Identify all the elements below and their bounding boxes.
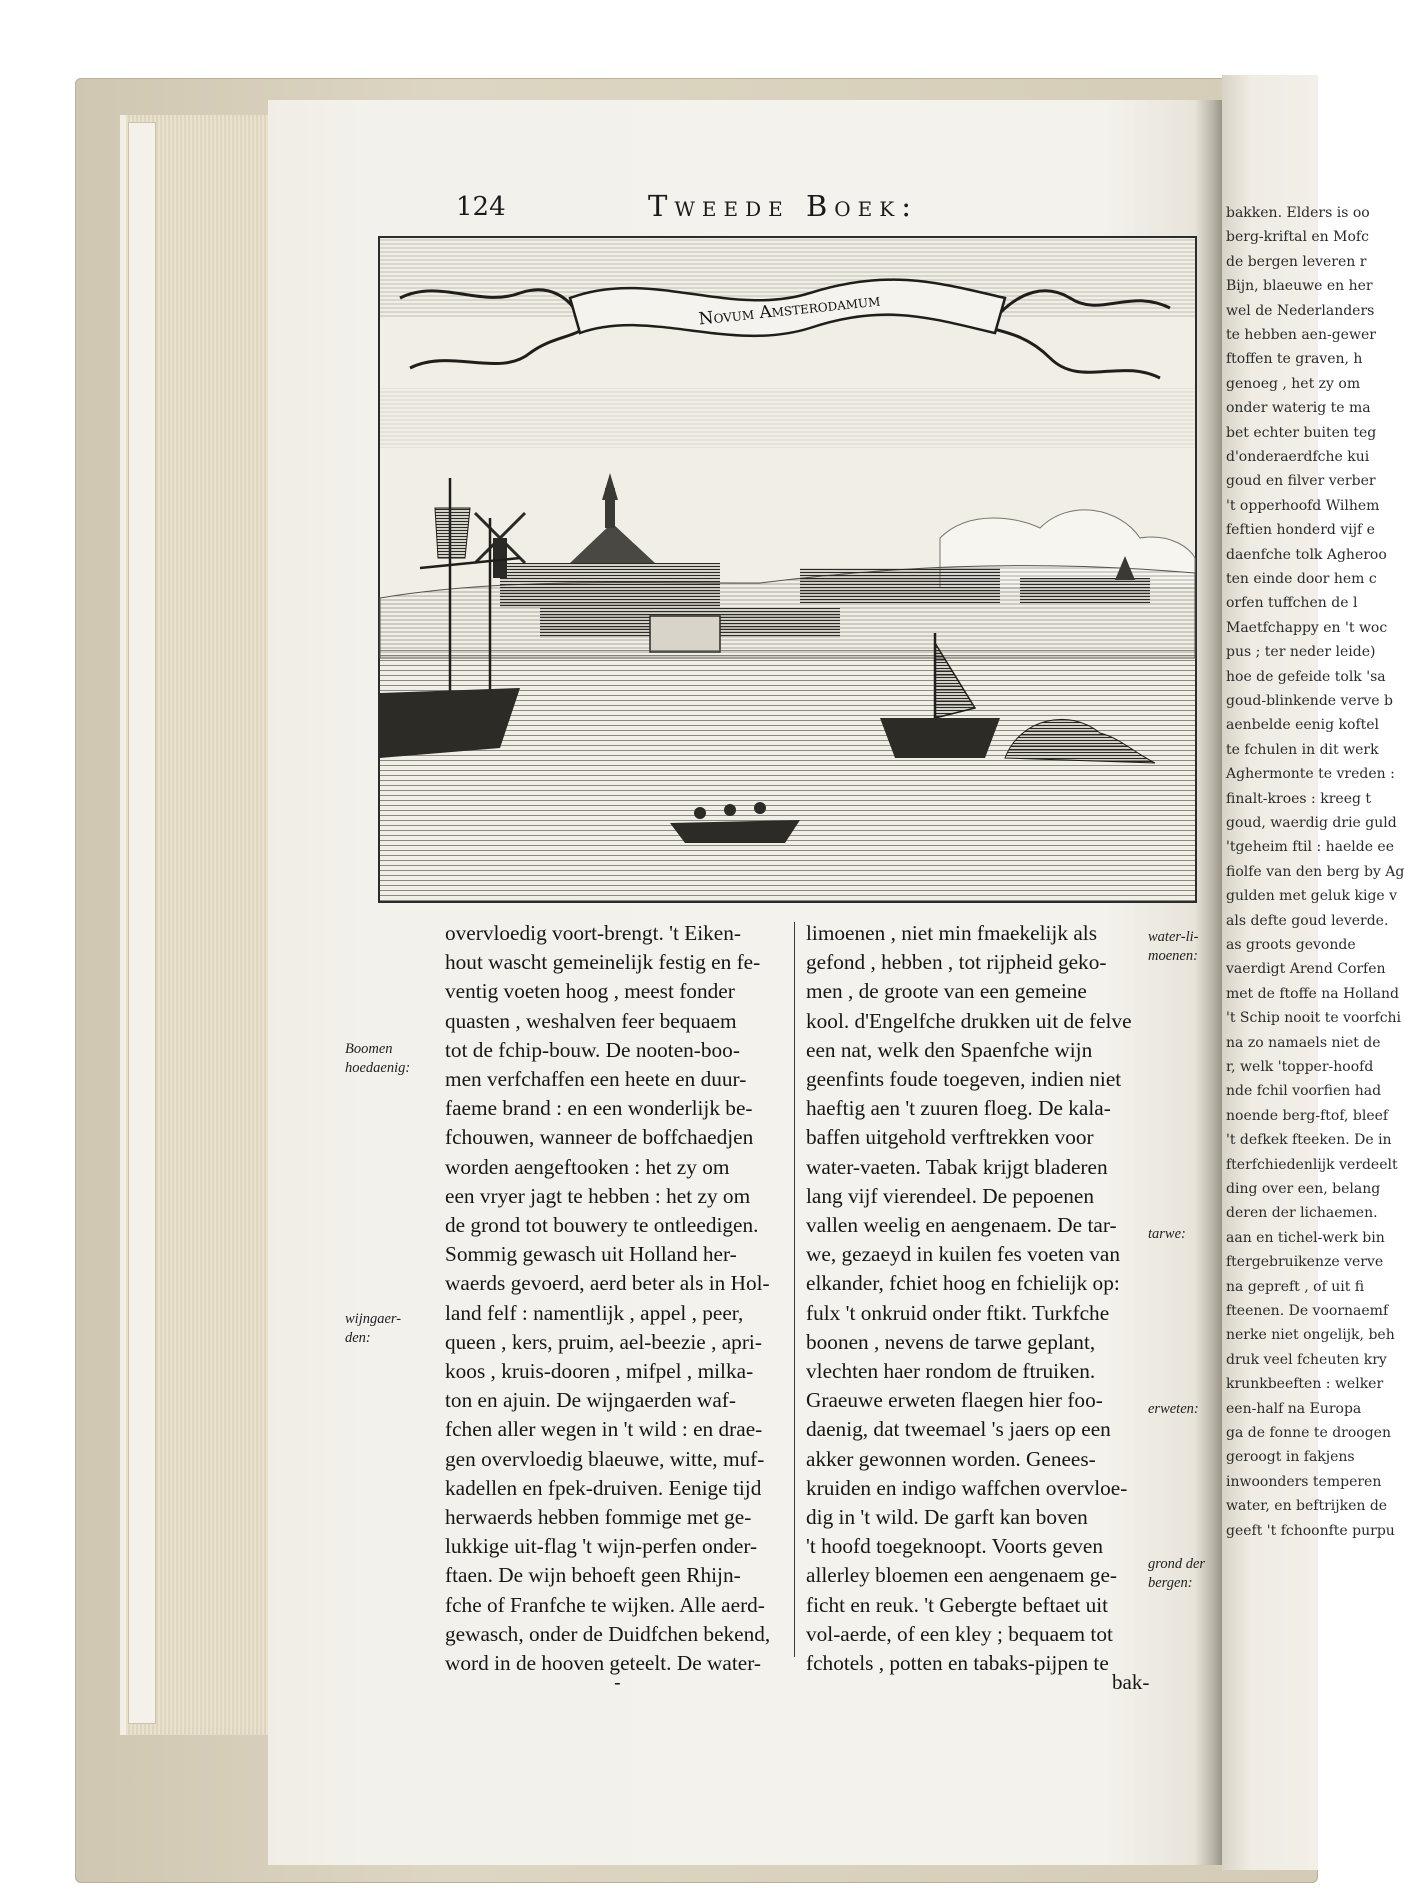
right-column-line: fchotels , potten en tabaks-pijpen te (806, 1651, 1109, 1676)
next-page-line: bakken. Elders is oo (1226, 205, 1370, 221)
next-page-line: deren der lichaemen. (1226, 1205, 1378, 1222)
engraving-plate (378, 236, 1197, 903)
next-page-line: aenbelde eenig koftel (1226, 717, 1380, 734)
next-page-line: met de ftoffe na Holland (1226, 985, 1399, 1002)
left-column-line: fchen aller wegen in 't wild : en drae- (445, 1417, 763, 1442)
next-page-line: hoe de gefeide tolk 'sa (1226, 668, 1386, 685)
next-page-line: genoeg , het zy om (1226, 375, 1361, 392)
ornament-dash: - (614, 1670, 621, 1694)
right-column-line: vallen weelig en aengenaem. De tar- (806, 1213, 1117, 1238)
left-column-line: Sommig gewasch uit Holland her- (445, 1242, 737, 1267)
next-page-line: bet echter buiten teg (1226, 424, 1377, 441)
margin-note-line: bergen: (1148, 1575, 1193, 1591)
right-column-line: dig in 't wild. De garft kan boven (806, 1505, 1088, 1530)
right-column-line: ficht en reuk. 't Gebergte beftaet uit (806, 1592, 1109, 1617)
right-column-line: men , de groote van een gemeine (806, 979, 1087, 1004)
left-column-line: koos , kruis-dooren , mifpel , milka- (445, 1359, 754, 1384)
left-column-line: waerds gevoerd, aerd beter als in Hol- (445, 1271, 770, 1296)
next-page-line: na zo namaels niet de (1226, 1034, 1381, 1051)
flyleaf-edge (128, 122, 156, 1724)
next-page-line: nerke niet ongelijk, beh (1226, 1327, 1395, 1344)
left-column-line: queen , kers, pruim, ael-beezie , apri- (445, 1329, 762, 1354)
next-page-line: krunkbeeften : welker (1226, 1376, 1384, 1393)
next-page-line: ftoffen te graven, h (1226, 351, 1363, 368)
right-column-line: geenfints foude toegeven, indien niet (806, 1067, 1122, 1092)
left-column-line: gen overvloedig blaeuwe, witte, muf- (445, 1446, 765, 1471)
left-column-line: quasten , weshalven feer bequaem (445, 1008, 737, 1033)
right-column-line: fulx 't onkruid onder ftikt. Turkfche (806, 1300, 1110, 1325)
margin-note-line: erweten: (1148, 1401, 1199, 1417)
right-column-line: daenig, dat tweemael 's jaers op een (806, 1417, 1111, 1442)
page-number: 124 (456, 192, 506, 222)
margin-note-line: den: (345, 1330, 371, 1346)
right-column-line: lang vijf vierendeel. De pepoenen (806, 1183, 1094, 1208)
next-page-line: na gepreft , of uit fi (1226, 1278, 1365, 1295)
next-page-line: wel de Nederlanders (1226, 302, 1375, 319)
next-page-line: Maetfchappy en 't woc (1226, 619, 1388, 636)
right-column-line: allerley bloemen een aengenaem ge- (806, 1563, 1117, 1588)
margin-note-grond-der-bergen (1148, 1555, 1205, 1593)
margin-note-line: moenen: (1148, 948, 1198, 964)
next-page-line: nde fchil voorfien had (1226, 1083, 1382, 1100)
left-text-column (445, 919, 780, 1678)
column-rule (794, 922, 795, 1657)
left-column-line: word in de hooven geteelt. De water- (445, 1651, 761, 1676)
left-column-line: men verfchaffen een heete en duur- (445, 1067, 747, 1092)
next-page-line: Bijn, blaeuwe en her (1226, 278, 1373, 295)
next-page-line: geroogt in fakjens (1226, 1449, 1355, 1466)
right-column-line: haeftig aen 't zuuren floeg. De kala- (806, 1096, 1111, 1121)
right-column-line: water-vaeten. Tabak krijgt bladeren (806, 1154, 1108, 1179)
left-column-line: ventig voeten hoog , meest fonder (445, 979, 735, 1004)
right-column-line: limoenen , niet min fmaekelijk als (806, 921, 1097, 945)
margin-note-line: grond der (1148, 1556, 1206, 1572)
left-column-line: worden aengeftooken : het zy om (445, 1154, 730, 1179)
next-page-line: noende berg-ftof, bleef (1226, 1107, 1389, 1124)
next-page-line: as groots gevonde (1226, 937, 1356, 953)
next-page-line: ding over een, belang (1226, 1181, 1381, 1197)
next-page-line: fteenen. De voornaemf (1226, 1303, 1389, 1319)
left-column-line: de grond tot bouwery te ontleedigen. (445, 1213, 759, 1238)
right-column-line: kruiden en indigo waffchen overvloe- (806, 1475, 1128, 1500)
next-page-line: goud, waerdig drie guld (1226, 815, 1397, 831)
margin-note-line: Boomen (345, 1041, 393, 1057)
running-head: Tweede Boek: (648, 189, 918, 223)
left-column-line: herwaerds hebben fommige met ge- (445, 1505, 752, 1530)
right-column-line: 't hoofd toegeknoopt. Voorts geven (806, 1534, 1104, 1559)
next-page-line: de bergen leveren r (1226, 253, 1367, 270)
next-page-line: pus ; ter neder leide) (1226, 644, 1376, 661)
right-column-line: vlechten haer rondom de ftruiken. (806, 1359, 1096, 1384)
banner-title: Novum Amsterodamum (697, 290, 882, 330)
right-column-line: baffen uitgehold verftrekken voor (806, 1125, 1094, 1150)
right-column-line: boonen , nevens de tarwe geplant, (806, 1329, 1096, 1354)
engraving-illustration (380, 238, 1195, 901)
next-page-line: 't Schip nooit te voorfchi (1226, 1010, 1402, 1027)
left-column-line: gewasch, onder de Duidfchen bekend, (445, 1621, 771, 1646)
margin-note-erweten (1148, 1400, 1199, 1419)
next-page-line: berg-kriftal en Mofc (1226, 229, 1369, 246)
next-page-line: druk veel fcheuten kry (1226, 1351, 1387, 1368)
next-page-line: aan en tichel-werk bin (1226, 1229, 1385, 1246)
catchword: bak- (1112, 1670, 1150, 1694)
next-page-line: daenfche tolk Agheroo (1226, 546, 1387, 563)
next-page-line: r, welk 'topper-hoofd (1226, 1059, 1374, 1075)
next-page-line: water, en beftrijken de (1226, 1498, 1388, 1515)
left-column-line: ton en ajuin. De wijngaerden waf- (445, 1388, 736, 1413)
next-page-line: fterfchiedenlijk verdeelt (1226, 1156, 1398, 1173)
left-column-line: lukkige uit-flag 't wijn-perfen onder- (445, 1534, 758, 1559)
next-page-line: fiolfe van den berg by Ag (1226, 863, 1404, 880)
next-page-line: d'onderaerdfche kui (1226, 449, 1370, 465)
margin-note-line: water-li- (1148, 929, 1199, 945)
next-page-line: ga de fonne te droogen (1226, 1425, 1391, 1441)
next-page-line: orfen tuffchen de l (1226, 595, 1358, 612)
next-page-line: onder waterig te ma (1226, 400, 1371, 417)
margin-note-line: tarwe: (1148, 1226, 1186, 1242)
next-page-line: te hebben aen-gewer (1226, 327, 1376, 343)
margin-note-tarwe (1148, 1225, 1186, 1244)
right-column-line: gefond , hebben , tot rijpheid geko- (806, 950, 1107, 975)
next-page-line: goud en filver verber (1226, 473, 1376, 490)
right-column-line: kool. d'Engelfche drukken uit de felve (806, 1008, 1132, 1033)
left-column-line: een vryer jagt te hebben : het zy om (445, 1183, 751, 1208)
next-page-line: inwoonders temperen (1226, 1473, 1382, 1490)
left-column-line: overvloedig voort-brengt. 't Eiken- (445, 921, 741, 945)
right-column-line: een nat, welk den Spaenfche wijn (806, 1037, 1093, 1062)
next-page-line: vaerdigt Arend Corfen (1226, 961, 1386, 978)
left-column-line: tot de fchip-bouw. De nooten-boo- (445, 1037, 740, 1062)
next-page-line: feftien honderd vijf e (1226, 522, 1375, 539)
book-gutter (1195, 100, 1225, 1865)
next-page-line: 't defkek fteeken. De in (1226, 1132, 1392, 1149)
right-page-fragment (1222, 75, 1404, 1870)
right-column-line: elkander, fchiet hoog en fchielijk op: (806, 1271, 1120, 1296)
left-column-line: ftaen. De wijn behoeft geen Rhijn- (445, 1563, 741, 1588)
margin-note-boomen (345, 1040, 410, 1078)
next-page-line: Aghermonte te vreden : (1226, 766, 1395, 783)
left-column-line: fchouwen, wanneer de boffchaedjen (445, 1125, 754, 1150)
next-page-line: gulden met geluk kige v (1226, 888, 1398, 905)
next-page-line: als defte goud leverde. (1226, 912, 1389, 929)
margin-note-wijngaerden (345, 1310, 401, 1348)
right-column-line: vol-aerde, of een kley ; bequaem tot (806, 1621, 1113, 1646)
left-column-line: faeme brand : en een wonderlijk be- (445, 1096, 753, 1121)
right-text-column (806, 919, 1144, 1678)
next-page-line: te fchulen in dit werk (1226, 741, 1379, 758)
right-column-line: we, gezaeyd in kuilen fes voeten van (806, 1242, 1121, 1267)
right-column-line: akker gewonnen worden. Genees- (806, 1446, 1096, 1471)
margin-note-line: hoedaenig: (345, 1060, 411, 1076)
margin-note-water-limoenen (1148, 928, 1198, 966)
next-page-line: ten einde door hem c (1226, 571, 1377, 587)
left-column-line: land felf : namentlijk , appel , peer, (445, 1300, 744, 1325)
right-column-line: Graeuwe erweten flaegen hier foo- (806, 1388, 1103, 1413)
next-page-line: 'tgeheim ftil : haelde ee (1226, 839, 1394, 856)
next-page-line: geeft 't fchoonfte purpu (1226, 1522, 1395, 1539)
margin-note-line: wijngaer- (345, 1311, 402, 1327)
next-page-line: ftergebruikenze verve (1226, 1254, 1384, 1271)
next-page-line: finalt-kroes : kreeg t (1226, 790, 1372, 807)
next-page-line: goud-blinkende verve b (1226, 693, 1394, 709)
left-column-line: hout wascht gemeinelijk festig en fe- (445, 950, 761, 975)
next-page-line: een-half na Europa (1226, 1400, 1362, 1417)
next-page-line: 't opperhoofd Wilhem (1226, 497, 1380, 514)
left-column-line: fche of Franfche te wijken. Alle aerd- (445, 1592, 765, 1617)
left-column-line: kadellen en fpek-druiven. Eenige tijd (445, 1475, 762, 1500)
